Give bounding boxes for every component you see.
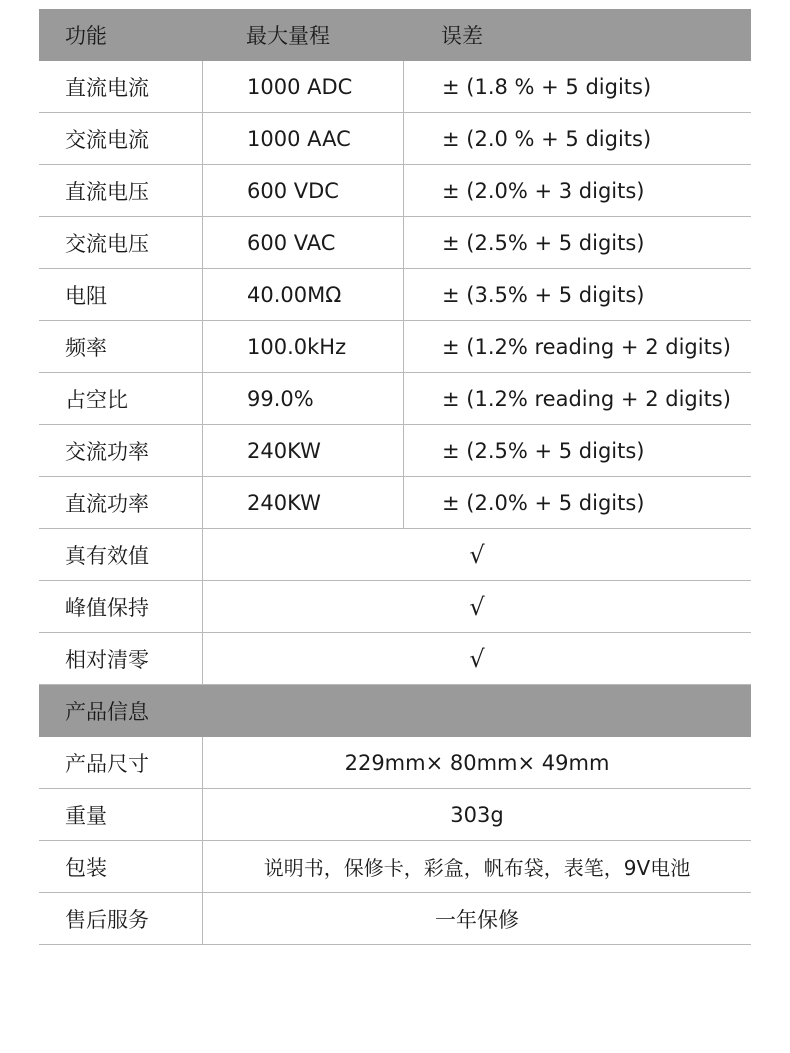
function-cell: 直流电流 — [65, 75, 149, 100]
function-cell: 交流电流 — [65, 127, 149, 152]
spec-table — [39, 9, 751, 945]
table-row — [39, 373, 751, 425]
table-row — [39, 217, 751, 269]
error-cell: ± (2.0% + 3 digits) — [403, 165, 751, 216]
feature-row — [39, 529, 751, 581]
product-row — [39, 893, 751, 945]
table-row — [39, 321, 751, 373]
range-cell: 1000 ADC — [202, 61, 403, 112]
product-info-header — [39, 685, 751, 737]
function-cell: 交流电压 — [65, 231, 149, 256]
range-cell: 240KW — [202, 477, 403, 528]
checkmark-icon: √ — [469, 644, 485, 673]
range-cell: 600 VDC — [202, 165, 403, 216]
checkmark-icon: √ — [469, 592, 485, 621]
error-cell: ± (1.2% reading + 2 digits) — [403, 373, 751, 424]
header-error: 误差 — [441, 24, 483, 48]
error-cell: ± (3.5% + 5 digits) — [403, 269, 751, 320]
product-row — [39, 737, 751, 789]
function-cell: 占空比 — [65, 387, 128, 412]
error-cell: ± (1.8 % + 5 digits) — [403, 61, 751, 112]
section-title: 产品信息 — [65, 700, 149, 724]
function-cell: 交流功率 — [65, 439, 149, 464]
checkmark-icon: √ — [469, 540, 485, 569]
table-row — [39, 477, 751, 529]
function-cell: 直流功率 — [65, 491, 149, 516]
function-cell: 电阻 — [65, 283, 107, 308]
feature-label: 峰值保持 — [65, 595, 149, 620]
header-range: 最大量程 — [246, 24, 330, 48]
feature-label: 相对清零 — [65, 647, 149, 672]
range-cell: 1000 AAC — [202, 113, 403, 164]
feature-row — [39, 633, 751, 685]
function-cell: 直流电压 — [65, 179, 149, 204]
table-row — [39, 269, 751, 321]
feature-row — [39, 581, 751, 633]
range-cell: 240KW — [202, 425, 403, 476]
function-cell: 频率 — [65, 335, 107, 360]
range-cell: 99.0% — [202, 373, 403, 424]
error-cell: ± (2.0% + 5 digits) — [403, 477, 751, 528]
product-value: 303g — [202, 789, 751, 840]
header-function: 功能 — [65, 24, 107, 48]
error-cell: ± (2.5% + 5 digits) — [403, 217, 751, 268]
table-row — [39, 425, 751, 477]
range-cell: 100.0kHz — [202, 321, 403, 372]
product-label: 重量 — [65, 803, 107, 828]
table-row — [39, 165, 751, 217]
product-value: 一年保修 — [202, 893, 751, 944]
table-row — [39, 61, 751, 113]
product-row — [39, 789, 751, 841]
table-header — [39, 9, 751, 61]
error-cell: ± (1.2% reading + 2 digits) — [403, 321, 751, 372]
table-row — [39, 113, 751, 165]
error-cell: ± (2.5% + 5 digits) — [403, 425, 751, 476]
product-label: 售后服务 — [65, 907, 149, 932]
range-cell: 600 VAC — [202, 217, 403, 268]
product-row — [39, 841, 751, 893]
error-cell: ± (2.0 % + 5 digits) — [403, 113, 751, 164]
feature-label: 真有效值 — [65, 543, 149, 568]
product-label: 包装 — [65, 855, 107, 880]
product-value: 229mm× 80mm× 49mm — [202, 737, 751, 788]
product-label: 产品尺寸 — [65, 751, 149, 776]
range-cell: 40.00MΩ — [202, 269, 403, 320]
product-value: 说明书，保修卡，彩盒，帆布袋，表笔，9V电池 — [202, 841, 751, 892]
